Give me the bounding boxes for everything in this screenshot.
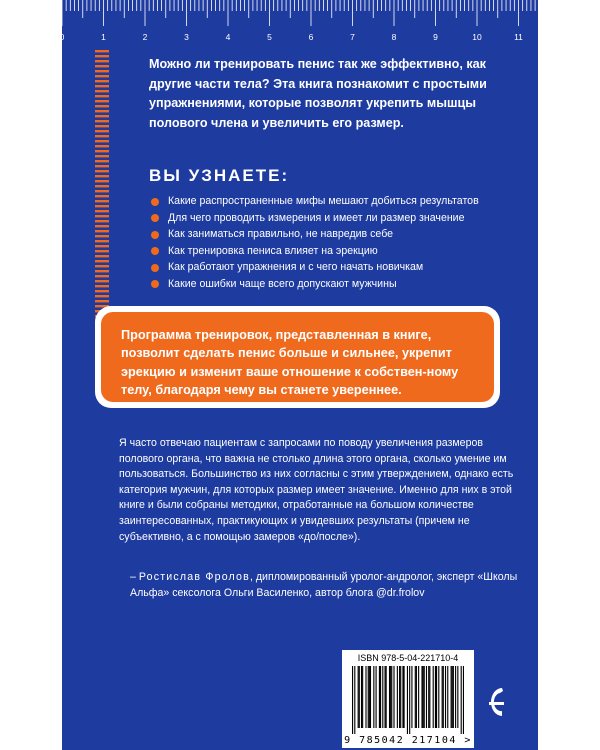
author-name: Ростислав Фролов xyxy=(138,571,250,583)
list-item-text: Для чего проводить измерения и имеет ли размер значение xyxy=(168,211,465,224)
stripe xyxy=(95,135,109,137)
barcode-bar xyxy=(397,666,398,728)
barcode-bar xyxy=(433,666,434,728)
ruler-label: 6 xyxy=(308,32,314,42)
stripe xyxy=(95,295,109,297)
barcode-bar xyxy=(447,666,448,728)
stripe xyxy=(95,160,109,162)
barcode-bar xyxy=(382,666,383,728)
callout-text: Программа тренировок, представленная в книге, позволит сделать пенис больше и сильнее, укрепит эрекцию и изменит ваше отношение к собствен-ному телу, благодаря чему вы станете увереннее. xyxy=(121,328,459,397)
barcode-bar xyxy=(428,666,429,728)
list-item xyxy=(149,243,539,260)
stripe xyxy=(95,155,109,157)
stripe xyxy=(95,100,109,102)
barcode-bar xyxy=(407,666,408,734)
stripe xyxy=(95,205,109,207)
barcode-bar xyxy=(416,666,417,728)
learn-list xyxy=(149,193,539,293)
barcode-bar xyxy=(386,666,387,728)
stripe xyxy=(95,125,109,127)
publisher-logo-icon xyxy=(485,683,507,721)
ruler-label: 5 xyxy=(267,32,272,42)
barcode-bar xyxy=(411,666,412,728)
barcode-bar xyxy=(365,666,366,728)
barcode-bar xyxy=(457,666,458,728)
stripe xyxy=(95,150,109,152)
barcode-bar xyxy=(391,666,392,728)
barcode-bar xyxy=(370,666,371,728)
list-item xyxy=(149,259,539,276)
barcode-bar xyxy=(424,666,425,728)
list-item xyxy=(149,276,539,293)
list-item xyxy=(149,226,539,243)
author-dash: – xyxy=(130,571,139,583)
barcode-bar xyxy=(436,666,437,728)
barcode-bar xyxy=(400,666,401,728)
barcode-bar xyxy=(404,666,405,728)
barcode-block xyxy=(342,650,474,748)
barcode-bar xyxy=(352,666,353,734)
barcode-bars xyxy=(352,666,464,734)
barcode-bar xyxy=(438,666,439,728)
stripe xyxy=(95,95,109,97)
barcode-digits: 9 785042 217104 > xyxy=(344,735,472,746)
barcode-bar xyxy=(354,666,355,734)
stripe xyxy=(95,260,109,262)
barcode-bar xyxy=(409,666,410,734)
stripe xyxy=(95,75,109,77)
stripe xyxy=(95,200,109,202)
stripe xyxy=(95,185,109,187)
list-item xyxy=(149,193,539,210)
bullet-dot-icon xyxy=(151,264,159,272)
stripe xyxy=(95,265,109,267)
stripe xyxy=(95,105,109,107)
barcode-bar xyxy=(455,666,456,728)
ruler-label: 11 xyxy=(514,32,523,42)
stripe xyxy=(95,230,109,232)
barcode-bar xyxy=(453,666,454,728)
stripe xyxy=(95,210,109,212)
stripe xyxy=(95,275,109,277)
callout-inner xyxy=(101,312,494,402)
stripe xyxy=(95,235,109,237)
barcode-bar xyxy=(429,666,430,728)
bullet-dot-icon xyxy=(151,247,159,255)
stripe xyxy=(95,300,109,302)
barcode-bar xyxy=(452,666,453,728)
barcode-bar xyxy=(358,666,359,728)
stripe xyxy=(95,170,109,172)
stripe xyxy=(95,130,109,132)
barcode-bar xyxy=(463,666,464,734)
author-details: , дипломированный уролог-андролог, эксперт «Школы Альфа» сексолога Ольги Василенко, автор блога @dr.frolov xyxy=(130,571,518,599)
stripe xyxy=(95,255,109,257)
stripe xyxy=(95,225,109,227)
bullet-dot-icon xyxy=(151,280,159,288)
barcode-bar xyxy=(423,666,424,728)
stripe xyxy=(95,65,109,67)
barcode-bar xyxy=(384,666,385,728)
stripe xyxy=(95,245,109,247)
stripe xyxy=(95,220,109,222)
stripe xyxy=(95,55,109,57)
barcode-bar xyxy=(418,666,419,728)
barcode-bar xyxy=(390,666,391,728)
stripe xyxy=(95,80,109,82)
stripe xyxy=(95,50,109,52)
barcode-bar xyxy=(426,666,427,728)
ruler-label: 4 xyxy=(225,32,231,42)
barcode-bar xyxy=(368,666,369,728)
barcode-bar xyxy=(451,666,452,728)
list-item xyxy=(149,210,539,227)
barcode-bar xyxy=(376,666,377,728)
stripe xyxy=(95,240,109,242)
stripe xyxy=(95,215,109,217)
barcode-bar xyxy=(402,666,403,728)
bullet-dot-icon xyxy=(151,214,159,222)
ruler-label: 3 xyxy=(184,32,189,42)
barcode-bar xyxy=(461,666,462,734)
stripe xyxy=(95,115,109,117)
ruler-label: 1 xyxy=(101,32,106,42)
stripe xyxy=(95,290,109,292)
you-will-learn-heading: ВЫ УЗНАЕТЕ: xyxy=(149,166,290,185)
stripe xyxy=(95,195,109,197)
barcode-bar xyxy=(361,666,362,728)
stripe xyxy=(95,280,109,282)
barcode-bar xyxy=(399,666,400,728)
book-back-cover xyxy=(59,0,538,750)
barcode-bar xyxy=(443,666,444,728)
bullet-dot-icon xyxy=(151,198,159,206)
list-item-text: Как заниматься правильно, не навредив себе xyxy=(168,228,394,241)
ruler-label: 9 xyxy=(433,32,438,42)
stripe xyxy=(95,60,109,62)
stripe xyxy=(95,140,109,142)
stripe xyxy=(95,285,109,287)
ruler-label: 10 xyxy=(472,32,482,42)
barcode-bar xyxy=(369,666,370,728)
list-item-text: Какие распространенные мифы мешают добиться результатов xyxy=(168,195,479,207)
stripe xyxy=(95,190,109,192)
author-quote: Я часто отвечаю пациентам с запросами по поводу увеличения размеров полового органа, что важна не столько длина этого органа, сколько умение им пользоваться. Большинство из них согласны с этим утверждением, однако есть категория мужчин, для которых размер имеет значение. Именно для них в этой книге и были собраны методики, отработанные на большом количестве заинтересованных, практикующих и увидевших результаты (причем не субъективно, а с помощью замеров «до/после»). xyxy=(119,437,514,543)
list-item-text: Как тренировка пениса влияет на эрекцию xyxy=(168,244,378,257)
author-signature xyxy=(130,570,520,601)
barcode-bar xyxy=(442,666,443,728)
stripe xyxy=(95,250,109,252)
stripe xyxy=(95,270,109,272)
barcode-bar xyxy=(359,666,360,728)
barcode-bar xyxy=(373,666,374,728)
stripe xyxy=(95,85,109,87)
bullet-dot-icon xyxy=(151,231,159,239)
stripe xyxy=(95,145,109,147)
stripe xyxy=(95,70,109,72)
list-item-text: Какие ошибки чаще всего допускают мужчины xyxy=(168,277,397,290)
stripe xyxy=(95,165,109,167)
barcode-bar xyxy=(435,666,436,728)
ruler xyxy=(59,0,538,48)
ruler-label: 7 xyxy=(350,32,355,42)
barcode-bar xyxy=(445,666,446,728)
callout-box xyxy=(95,306,500,408)
stripe xyxy=(95,180,109,182)
barcode-bar xyxy=(379,666,380,728)
list-item-text: Как работают упражнения и с чего начать новичкам xyxy=(168,261,424,274)
barcode-bar xyxy=(380,666,381,728)
stripe xyxy=(95,120,109,122)
barcode-bar xyxy=(393,666,394,728)
barcode-bar xyxy=(362,666,363,728)
stripe xyxy=(95,110,109,112)
barcode-bar xyxy=(415,666,416,728)
ruler-label: 8 xyxy=(391,32,397,42)
isbn-text: ISBN 978-5-04-221710-4 xyxy=(357,653,459,663)
stripe xyxy=(95,175,109,177)
barcode-bar xyxy=(421,666,422,728)
intro-paragraph: Можно ли тренировать пенис так же эффективно, как другие части тела? Эта книга познакомит с простыми упражнениями, которые позволят укрепить мышцы полового члена и увеличить его размер. xyxy=(149,57,487,130)
ruler-label: 0 xyxy=(59,32,65,42)
barcode-bar xyxy=(389,666,390,728)
stripe xyxy=(95,90,109,92)
ruler-label: 2 xyxy=(142,32,148,42)
